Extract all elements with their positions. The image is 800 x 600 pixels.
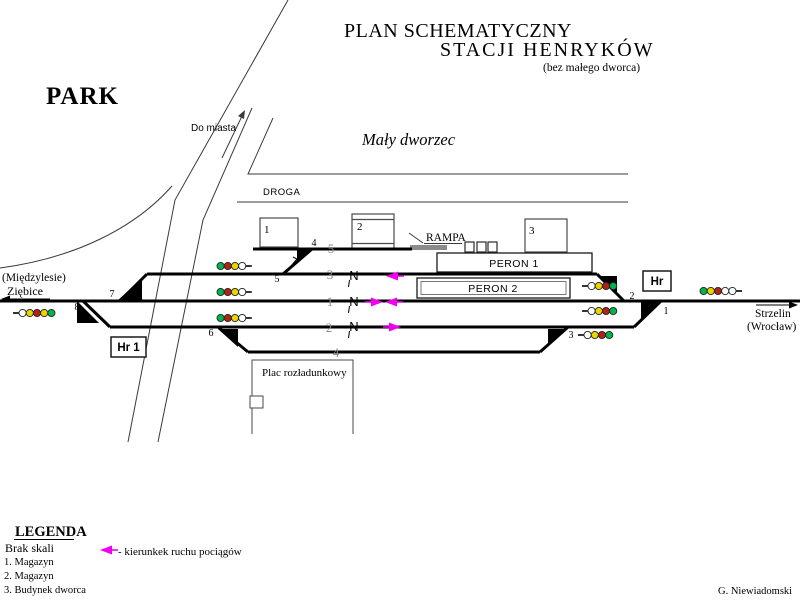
- signal-lamp-green: [217, 262, 224, 269]
- kiosk-square: [465, 242, 474, 252]
- signal-lamp-yellow: [231, 314, 238, 321]
- title-line-3: (bez małego dworca): [543, 62, 641, 74]
- legend-arrow-description: - kierunkek ruchu pociągów: [118, 546, 242, 558]
- railway-signal: [217, 314, 252, 321]
- legend-no-scale: Brak skali: [5, 541, 54, 555]
- signal-lamp-white: [19, 309, 26, 316]
- arrow-head: [385, 298, 397, 307]
- track-number-label: 3: [326, 267, 334, 282]
- n-isolation-mark: [349, 319, 359, 338]
- signal-lamp-red: [33, 309, 40, 316]
- switch-number-label: 2: [629, 291, 635, 302]
- n-mark-letter: N: [349, 319, 359, 334]
- building-number-label: 1: [264, 224, 270, 236]
- railway-signal: [13, 309, 55, 316]
- building-numbers-layer: [264, 221, 535, 237]
- kiosk-square: [488, 242, 497, 252]
- track-number-label: 1: [326, 294, 334, 309]
- signal-lamp-green: [700, 287, 707, 294]
- train-direction-arrow-icon: [385, 298, 403, 307]
- signal-lamp-white: [722, 287, 729, 294]
- signal-lamp-red: [714, 287, 721, 294]
- peron-1-label: PERON 1: [489, 258, 539, 270]
- signal-lamp-white: [729, 287, 736, 294]
- switch-number-label: 7: [109, 289, 115, 300]
- do-miasta-label: Do miasta: [191, 123, 237, 134]
- ziebice-label: Ziębice: [7, 284, 43, 298]
- railway-signal: [217, 262, 252, 269]
- railway-signal: [582, 307, 617, 314]
- switch-number-label: 5: [274, 274, 280, 285]
- track-number-label: 2: [325, 320, 333, 335]
- plac-rozladunkowy-label: Plac rozładunkowy: [262, 367, 347, 379]
- switch-wedge: [116, 278, 142, 302]
- legend-item-3: 3. Budynek dworca: [4, 585, 86, 596]
- switch-number-label: 8: [74, 302, 80, 313]
- hr-box-label: Hr: [650, 276, 664, 288]
- railway-signal: [217, 288, 252, 295]
- signal-lamp-white: [584, 331, 591, 338]
- signal-lamp-yellow: [231, 288, 238, 295]
- signal-lamp-green: [217, 288, 224, 295]
- switch-number-label: 4: [311, 238, 317, 249]
- hr1-box-label: Hr 1: [117, 342, 140, 354]
- legend-heading: LEGENDA: [15, 524, 87, 540]
- signal-lamp-yellow: [231, 262, 238, 269]
- kiosks-group: [465, 242, 497, 252]
- signal-lamp-white: [239, 314, 246, 321]
- track-number-label: 5: [327, 241, 335, 256]
- signal-lamp-red: [224, 262, 231, 269]
- rampa-pointer-line: [409, 233, 423, 243]
- railway-signal: [582, 282, 617, 289]
- title-line-2: STACJI HENRYKÓW: [440, 39, 655, 61]
- switch-number-label: 6: [208, 328, 214, 339]
- author-label: G. Niewiadomski: [718, 586, 793, 597]
- arrow-head: [100, 546, 112, 555]
- n-isolation-mark: [349, 294, 359, 313]
- strzelin-label: Strzelin: [755, 308, 791, 320]
- n-isolation-mark: [349, 268, 359, 287]
- isolation-marks-layer: [349, 268, 359, 338]
- park-label: PARK: [46, 83, 119, 110]
- signal-lamp-green: [610, 282, 617, 289]
- legend-item-1: 1. Magazyn: [4, 557, 54, 568]
- switch-number-label: 1: [663, 306, 669, 317]
- train-direction-arrow-icon: [383, 323, 401, 332]
- signal-lamp-white: [239, 288, 246, 295]
- signal-lamp-yellow: [707, 287, 714, 294]
- droga-label: DROGA: [263, 187, 301, 198]
- signal-lamp-red: [602, 307, 609, 314]
- switch-wedge: [218, 329, 238, 347]
- title-line-1: PLAN SCHEMATYCZNY: [344, 20, 572, 42]
- signal-lamp-green: [48, 309, 55, 316]
- arrow-head: [389, 323, 401, 332]
- railway-signal: [578, 331, 613, 338]
- rampa-platform: [410, 245, 447, 250]
- n-mark-letter: N: [349, 294, 359, 309]
- peron-2-label: PERON 2: [468, 283, 518, 295]
- rampa-label: RAMPA: [426, 232, 466, 244]
- park-road-curve: [0, 186, 172, 268]
- signal-lamp-red: [602, 282, 609, 289]
- signal-lamp-white: [588, 282, 595, 289]
- miedzylesie-label: (Międzylesie): [2, 272, 66, 284]
- switch-number-label: 3: [568, 330, 574, 341]
- legend-item-2: 2. Magazyn: [4, 571, 54, 582]
- signal-lamp-green: [610, 307, 617, 314]
- do-miasta-arrowhead-icon: [238, 110, 245, 119]
- signal-lamp-green: [217, 314, 224, 321]
- signal-lamp-white: [588, 307, 595, 314]
- track-number-label: 4: [332, 345, 340, 360]
- n-mark-letter: N: [349, 268, 359, 283]
- signal-lamp-yellow: [595, 282, 602, 289]
- signal-lamp-green: [606, 331, 613, 338]
- signal-lamp-yellow: [591, 331, 598, 338]
- maly-dworzec-label: Mały dworzec: [362, 130, 456, 149]
- train-direction-arrow-icon: [100, 546, 118, 555]
- signal-lamp-red: [598, 331, 605, 338]
- signal-lamp-yellow: [595, 307, 602, 314]
- plac-side-annex: [250, 396, 263, 408]
- signal-lamp-white: [239, 262, 246, 269]
- railway-signal: [700, 287, 742, 294]
- signal-lamp-red: [224, 288, 231, 295]
- arrow-head: [371, 298, 383, 307]
- signal-lamp-red: [224, 314, 231, 321]
- wroclaw-label: (Wrocław): [747, 321, 797, 333]
- kiosk-square: [477, 242, 486, 252]
- signal-lamp-yellow: [41, 309, 48, 316]
- signal-lamp-yellow: [26, 309, 33, 316]
- building-number-label: 2: [357, 221, 363, 233]
- building-number-label: 3: [529, 225, 535, 237]
- train-direction-arrow-icon: [365, 298, 383, 307]
